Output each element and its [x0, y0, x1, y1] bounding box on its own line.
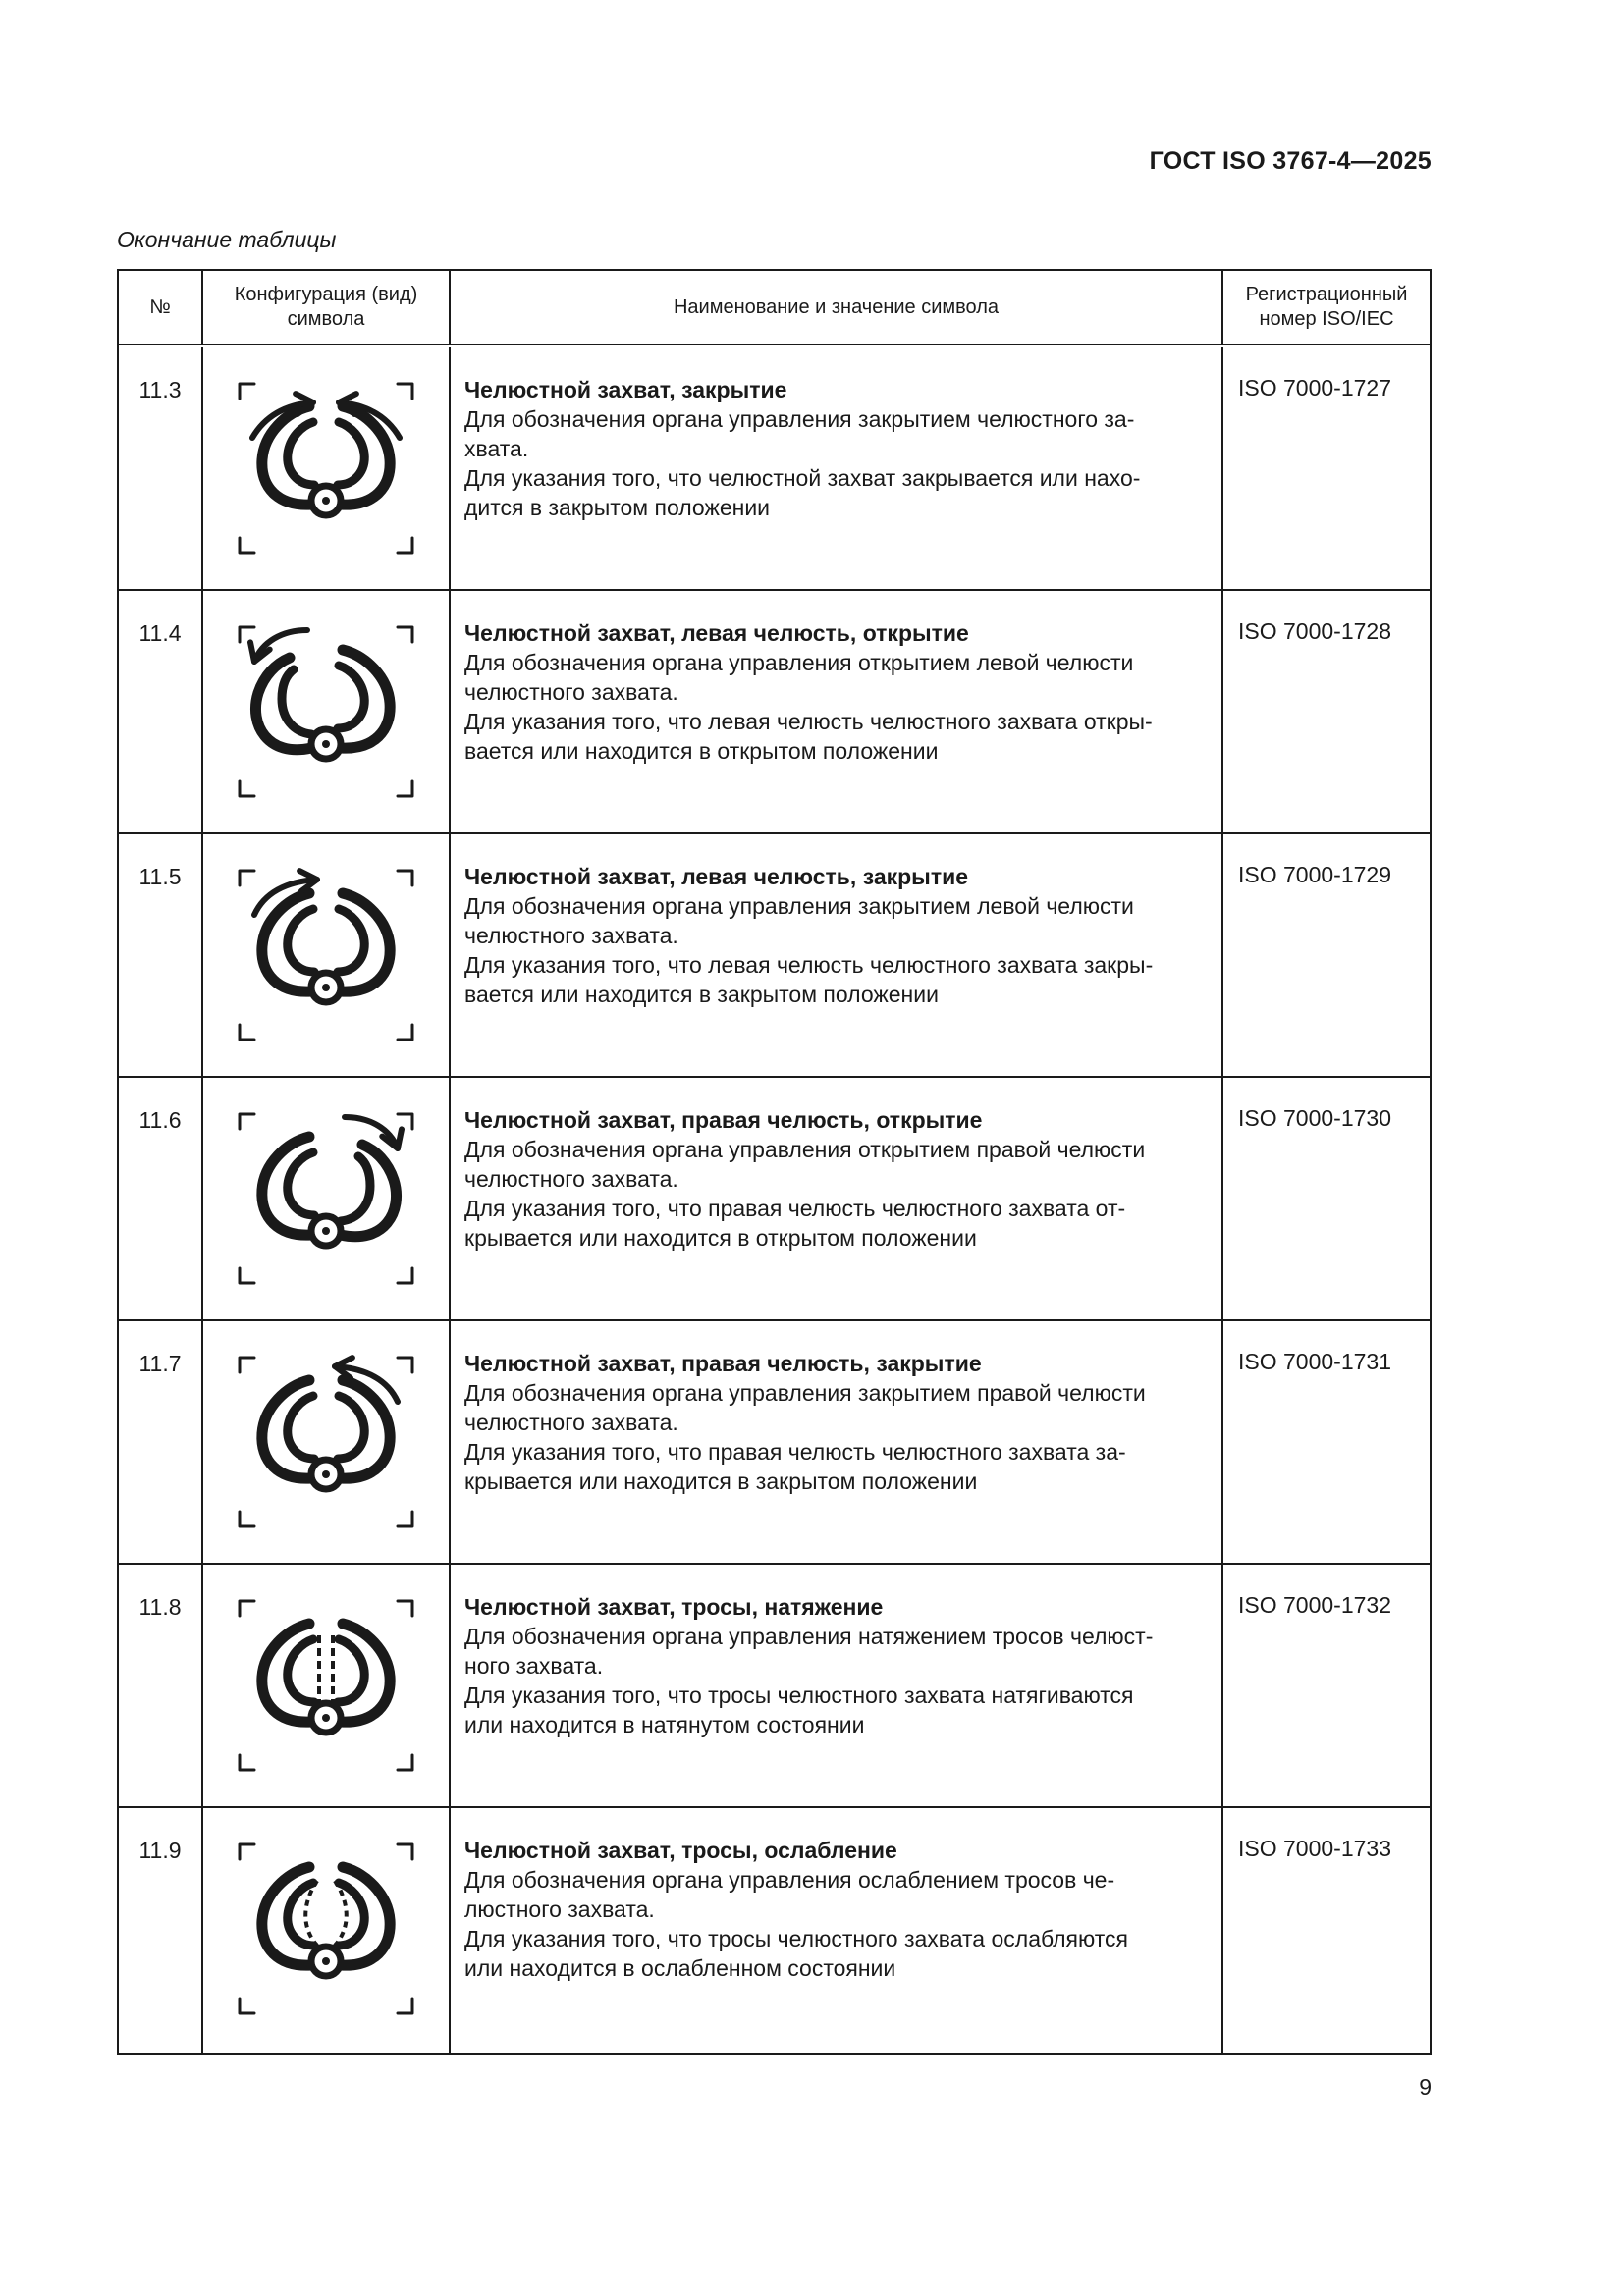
registration-number: ISO 7000-1728: [1238, 618, 1392, 644]
row-number: 11.4: [119, 591, 203, 832]
symbol-cell: [203, 1078, 451, 1319]
table-row: [119, 591, 1430, 834]
symbol-title: Челюстной захват, левая челюсть, закрытие: [464, 864, 969, 889]
table-row: [119, 1078, 1430, 1321]
row-number: 11.8: [119, 1565, 203, 1806]
row-number: 11.5: [119, 834, 203, 1076]
description-line: Для обозначения органа управления ослаблением тросов че-: [464, 1867, 1115, 1893]
description-line: Для обозначения органа управления открытием правой челюсти: [464, 1137, 1146, 1162]
table-row: [119, 1321, 1430, 1565]
symbol-title: Челюстной захват, правая челюсть, открытие: [464, 1107, 983, 1133]
page-number: 9: [1419, 2074, 1432, 2100]
description-line: челюстного захвата.: [464, 1166, 678, 1192]
description-line: крывается или находится в закрытом положении: [464, 1468, 978, 1494]
description-line: вается или находится в закрытом положении: [464, 982, 939, 1007]
description-line: Для указания того, что челюстной захват закрывается или нахо-: [464, 465, 1141, 491]
registration-number: ISO 7000-1733: [1238, 1836, 1392, 1861]
description-line: Для указания того, что левая челюсть челюстного захвата закры-: [464, 952, 1154, 978]
row-number: 11.3: [119, 347, 203, 589]
description-line: ного захвата.: [464, 1653, 604, 1679]
table-row: [119, 834, 1430, 1078]
description-line: или находится в ослабленном состоянии: [464, 1955, 896, 1981]
symbol-description: [451, 347, 1223, 589]
description-line: или находится в натянутом состоянии: [464, 1712, 865, 1737]
description-line: Для указания того, что тросы челюстного захвата натягиваются: [464, 1682, 1134, 1708]
jaw-cables-tension-icon: [203, 1565, 449, 1806]
symbols-table: [117, 269, 1432, 2055]
registration-number: ISO 7000-1729: [1238, 862, 1392, 887]
description-line: Для указания того, что правая челюсть челюстного захвата от-: [464, 1196, 1126, 1221]
description-line: дится в закрытом положении: [464, 495, 771, 520]
registration-number: ISO 7000-1732: [1238, 1592, 1392, 1618]
symbol-description: [451, 591, 1223, 832]
description-line: Для обозначения органа управления закрытием правой челюсти: [464, 1380, 1146, 1406]
description-line: люстного захвата.: [464, 1896, 655, 1922]
table-continuation-caption: Окончание таблицы: [117, 227, 337, 252]
symbol-title: Челюстной захват, правая челюсть, закрытие: [464, 1351, 982, 1376]
symbol-cell: [203, 834, 451, 1076]
description-line: Для обозначения органа управления открытием левой челюсти: [464, 650, 1134, 675]
header-registration-number: Регистрационный номер ISO/IEC: [1245, 284, 1408, 330]
symbol-cell: [203, 591, 451, 832]
symbol-title: Челюстной захват, закрытие: [464, 377, 787, 402]
description-line: крывается или находится в открытом положении: [464, 1225, 977, 1251]
jaw-close-icon: [203, 347, 449, 589]
description-line: Для обозначения органа управления закрытием челюстного за-: [464, 406, 1135, 432]
description-line: Для обозначения органа управления натяжением тросов челюст-: [464, 1624, 1154, 1649]
table-row: [119, 1808, 1430, 2053]
header-name-meaning: Наименование и значение символа: [451, 271, 1223, 344]
header-number: №: [119, 271, 203, 344]
registration-number: ISO 7000-1727: [1238, 375, 1392, 400]
description-line: Для указания того, что тросы челюстного захвата ослабляются: [464, 1926, 1128, 1951]
symbol-cell: [203, 1321, 451, 1563]
symbol-title: Челюстной захват, левая челюсть, открытие: [464, 620, 969, 646]
symbol-cell: [203, 1565, 451, 1806]
symbol-title: Челюстной захват, тросы, ослабление: [464, 1838, 897, 1863]
symbol-description: [451, 834, 1223, 1076]
description-line: челюстного захвата.: [464, 679, 678, 705]
table-body: [119, 347, 1430, 2053]
jaw-cables-slack-icon: [203, 1808, 449, 2050]
symbol-description: [451, 1321, 1223, 1563]
registration-number: ISO 7000-1731: [1238, 1349, 1392, 1374]
jaw-left-close-icon: [203, 834, 449, 1076]
symbol-description: [451, 1565, 1223, 1806]
row-number: 11.6: [119, 1078, 203, 1319]
symbol-description: [451, 1808, 1223, 2053]
document-code: ГОСТ ISO 3767-4—2025: [1149, 147, 1432, 175]
header-configuration: Конфигурация (вид) символа: [203, 271, 451, 344]
jaw-right-close-icon: [203, 1321, 449, 1563]
description-line: Для указания того, что правая челюсть челюстного захвата за-: [464, 1439, 1126, 1465]
table-row: [119, 1565, 1430, 1808]
symbol-cell: [203, 1808, 451, 2053]
symbol-title: Челюстной захват, тросы, натяжение: [464, 1594, 884, 1620]
description-line: вается или находится в открытом положении: [464, 738, 939, 764]
description-line: хвата.: [464, 436, 529, 461]
table-header: [119, 271, 1430, 347]
symbol-cell: [203, 347, 451, 589]
description-line: челюстного захвата.: [464, 1410, 678, 1435]
table-row: [119, 347, 1430, 591]
description-line: челюстного захвата.: [464, 923, 678, 948]
symbol-description: [451, 1078, 1223, 1319]
description-line: Для указания того, что левая челюсть челюстного захвата откры-: [464, 709, 1153, 734]
jaw-right-open-icon: [203, 1078, 449, 1319]
row-number: 11.7: [119, 1321, 203, 1563]
jaw-left-open-icon: [203, 591, 449, 832]
row-number: 11.9: [119, 1808, 203, 2053]
registration-number: ISO 7000-1730: [1238, 1105, 1392, 1131]
description-line: Для обозначения органа управления закрытием левой челюсти: [464, 893, 1134, 919]
